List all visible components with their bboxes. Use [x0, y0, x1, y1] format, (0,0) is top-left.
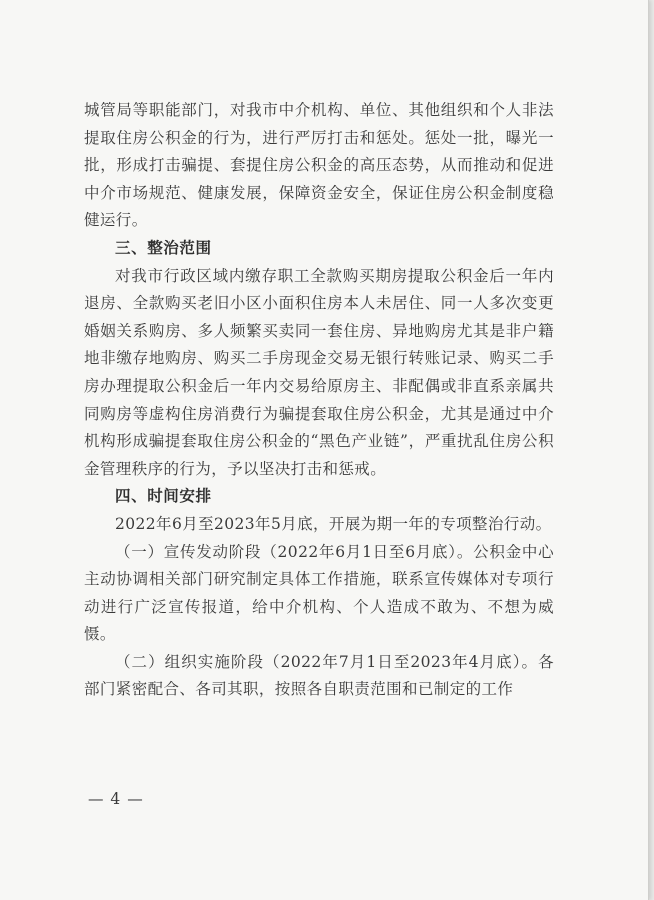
paragraph-phase-two: （二）组织实施阶段（2022年7月1日至2023年4月底）。各部门紧密配合、各司其职，按照各自职责范围和已制定的工作 — [84, 652, 554, 699]
paragraph-schedule: 2022年6月至2023年5月底，开展为期一年的专项整治行动。 — [115, 514, 552, 533]
section-heading-schedule: 四、时间安排 — [115, 487, 212, 506]
section-heading-scope: 三、整治范围 — [115, 238, 212, 257]
paragraph-scope: 对我市行政区域内缴存职工全款购买期房提取公积金后一年内退房、全款购买老旧小区小面积住房本人未居住、同一人多次变更婚姻关系购房、多人频繁买卖同一套住房、异地购房尤其是非户籍地非缴存地购房、购买二手房现金交易无银行转账记录、购买二手房办理提取公积金后一年内交易给原房主、非配偶或非直系亲属共同购房等虚构住房消费行为骗提套取住房公积金，尤其是通过中介机构形成骗提套取住房公积金的“黑色产业链”，严重扰乱住房公积金管理秩序的行为，予以坚决打击和惩戒。 — [84, 266, 554, 478]
paragraph-phase-one: （一）宣传发动阶段（2022年6月1日至6月底）。公积金中心主动协调相关部门研究制定具体工作措施，联系宣传媒体对专项行动进行广泛宣传报道，给中介机构、个人造成不敢为、不想为威慑。 — [84, 542, 554, 644]
page-number: — 4 — — [88, 790, 144, 808]
paragraph-intro: 城管局等职能部门，对我市中介机构、单位、其他组织和个人非法提取住房公积金的行为，进行严厉打击和惩处。惩处一批，曝光一批，形成打击骗提、套提住房公积金的高压态势，从而推动和促进中介市场规范、健康发展，保障资金安全，保证住房公积金制度稳健运行。 — [84, 101, 554, 230]
document-body — [84, 97, 554, 704]
